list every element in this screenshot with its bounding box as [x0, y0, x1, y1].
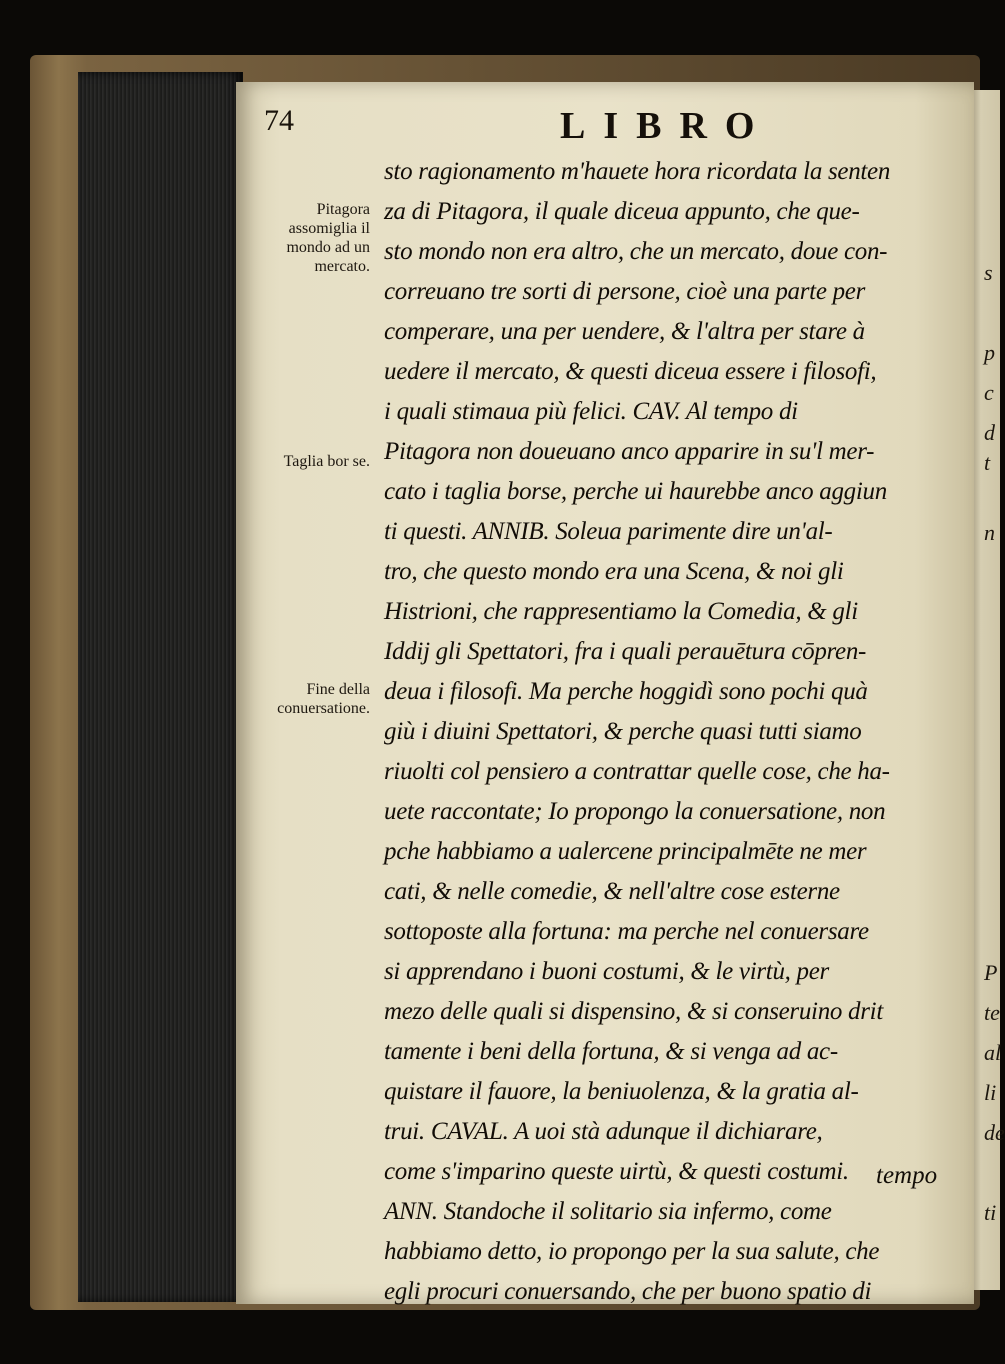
text-line: ANN. Standoche il solitario sia infermo, come [384, 1198, 832, 1225]
facing-fragment: t [984, 450, 991, 475]
text-line: trui. CAVAL. A uoi stà adunque il dichiarare, [384, 1118, 823, 1145]
text-line: sottoposte alla fortuna: ma perche nel conuersare [384, 918, 869, 945]
text-line: i quali stimaua più felici. CAV. Al tempo di [384, 398, 798, 425]
text-line: cato i taglia borse, perche ui haurebbe anco aggiun [384, 478, 887, 505]
text-line: correuano tre sorti di persone, cioè una parte per [384, 278, 865, 305]
facing-fragment: de [984, 1120, 1005, 1145]
catchword: tempo [876, 1162, 938, 1189]
facing-fragment: P [984, 960, 998, 985]
text-line: Iddij gli Spettatori, fra i quali perauētura cōpren- [384, 638, 867, 665]
text-line: deua i filosofi. Ma perche hoggidì sono pochi quà [384, 678, 868, 705]
text-line: mezo delle quali si dispensino, & si conseruino drit [384, 998, 883, 1025]
text-line: giù i diuini Spettatori, & perche quasi tutti siamo [384, 718, 862, 745]
facing-fragment: te [984, 1000, 1000, 1025]
text-line: pche habbiamo a ualercene principalmēte ne mer [384, 838, 867, 865]
text-line: riuolti col pensiero a contrattar quelle cose, che ha- [384, 758, 890, 785]
text-line: sto mondo non era altro, che un mercato, doue con- [384, 238, 888, 265]
facing-fragment: al [984, 1040, 1002, 1065]
folio-number: 74 [264, 104, 294, 137]
marginal-note: Fine della conuersatione. [277, 681, 370, 717]
text-line: tamente i beni della fortuna, & si venga ad ac- [384, 1038, 838, 1065]
facing-fragment: d [984, 420, 995, 445]
facing-fragment: li [984, 1080, 997, 1105]
text-line: uedere il mercato, & questi diceua essere i filosofi, [384, 358, 877, 385]
facing-fragment: s [984, 260, 993, 285]
text-line: si apprendano i buoni costumi, & le virtù, per [384, 958, 829, 985]
text-line: cati, & nelle comedie, & nell'altre cose esterne [384, 878, 840, 905]
marginal-note: Taglia bor se. [283, 453, 370, 470]
marginal-note: Pitagora assomiglia il mondo ad un mercato. [286, 201, 370, 275]
text-line: Pitagora non doueuano anco apparire in su'l mer- [384, 438, 875, 465]
text-line: za di Pitagora, il quale diceua appunto, che que- [384, 198, 860, 225]
text-line: ti questi. ANNIB. Soleua parimente dire un'al- [384, 518, 833, 545]
text-line: tro, che questo mondo era una Scena, & noi gli [384, 558, 844, 585]
running-head: LIBRO [560, 105, 773, 147]
text-line: egli procuri conuersando, che per buono spatio di [384, 1278, 872, 1305]
page-edges [78, 72, 243, 1302]
body-text [384, 152, 966, 1312]
text-line: comperare, una per uendere, & l'altra per stare à [384, 318, 865, 345]
facing-fragment: c [984, 380, 994, 405]
text-line: sto ragionamento m'hauete hora ricordata la senten [384, 158, 891, 185]
facing-fragment: ti [984, 1200, 997, 1225]
facing-fragment: p [984, 340, 995, 365]
text-line: Histrioni, che rappresentiamo la Comedia, & gli [384, 598, 858, 625]
text-line: quistare il fauore, la beniuolenza, & la gratia al- [384, 1078, 859, 1105]
text-line: uete raccontate; Io propongo la conuersatione, non [384, 798, 886, 825]
facing-fragment: n [984, 520, 995, 545]
text-line: come s'imparino queste uirtù, & questi costumi. [384, 1158, 849, 1185]
text-line: habbiamo detto, io propongo per la sua salute, che [384, 1238, 880, 1265]
